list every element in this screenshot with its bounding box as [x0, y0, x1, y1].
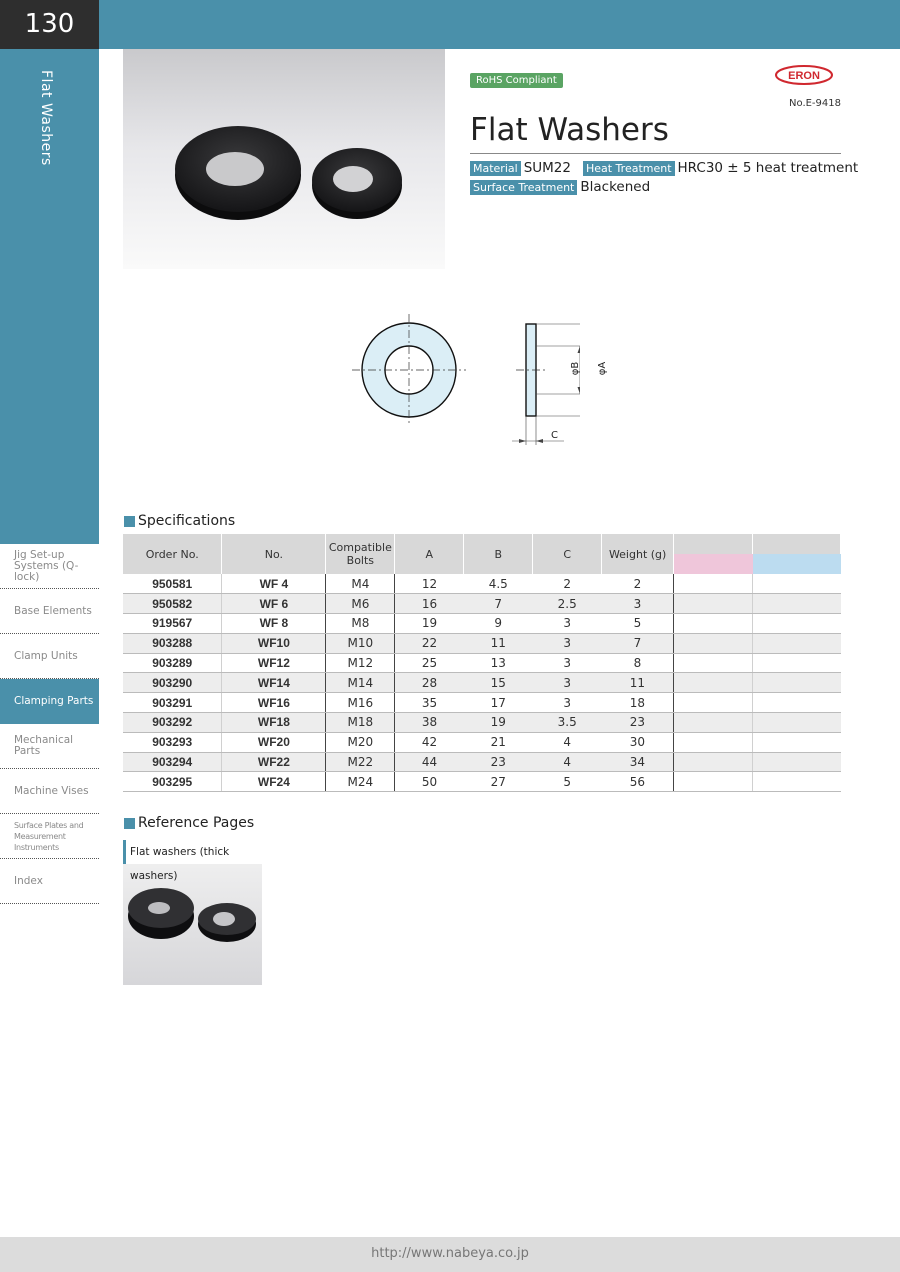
table-cell	[674, 772, 753, 792]
table-cell: 903289	[123, 653, 222, 673]
product-photo	[123, 49, 445, 269]
table-cell: 8	[602, 653, 674, 673]
table-cell: 27	[464, 772, 533, 792]
table-cell	[674, 732, 753, 752]
table-cell: 22	[395, 633, 464, 653]
table-cell: 4	[533, 732, 602, 752]
table-cell: M10	[326, 633, 395, 653]
table-cell: M18	[326, 713, 395, 733]
table-cell: 12	[395, 574, 464, 594]
table-cell: 903292	[123, 713, 222, 733]
table-row	[123, 673, 841, 693]
table-cell: WF14	[222, 673, 326, 693]
nav-item-machine-vises[interactable]: Machine Vises	[0, 769, 99, 814]
table-cell: 19	[395, 614, 464, 634]
table-cell: 903288	[123, 633, 222, 653]
product-title: Flat Washers	[470, 112, 669, 148]
table-cell: 903291	[123, 693, 222, 713]
section-marker	[124, 818, 135, 829]
table-cell: 25	[395, 653, 464, 673]
dim-label-b: φB	[570, 361, 582, 376]
table-cell: 30	[602, 732, 674, 752]
table-cell: 23	[602, 713, 674, 733]
col-header-a: A	[395, 534, 464, 574]
table-cell: WF22	[222, 752, 326, 772]
table-cell: 3	[602, 594, 674, 614]
table-cell	[674, 673, 753, 693]
table-cell: 38	[395, 713, 464, 733]
table-cell: WF 8	[222, 614, 326, 634]
specifications-title: Specifications	[138, 513, 236, 529]
col-header-b: B	[464, 534, 533, 574]
table-cell: WF 4	[222, 574, 326, 594]
table-cell: 2.5	[533, 594, 602, 614]
table-cell: 42	[395, 732, 464, 752]
sidebar-nav	[0, 544, 99, 904]
table-cell	[753, 673, 841, 693]
table-cell: 56	[602, 772, 674, 792]
table-cell: WF 6	[222, 594, 326, 614]
table-cell: 950582	[123, 594, 222, 614]
table-cell: M20	[326, 732, 395, 752]
reference-heading	[124, 815, 254, 831]
table-cell: M16	[326, 693, 395, 713]
table-cell	[753, 693, 841, 713]
specifications-heading	[124, 513, 235, 529]
rohs-badge: RoHS Compliant	[470, 73, 563, 88]
heat-treatment-tag: Heat Treatment	[583, 161, 675, 176]
table-cell	[674, 574, 753, 594]
table-cell: WF24	[222, 772, 326, 792]
table-cell: M6	[326, 594, 395, 614]
table-cell: 13	[464, 653, 533, 673]
table-cell: 3	[533, 614, 602, 634]
table-cell: 11	[464, 633, 533, 653]
table-cell: 44	[395, 752, 464, 772]
table-cell: WF20	[222, 732, 326, 752]
col-header-weight: Weight (g)	[602, 534, 674, 574]
header-bar	[0, 0, 900, 49]
table-cell	[674, 713, 753, 733]
table-cell: M8	[326, 614, 395, 634]
table-cell	[674, 633, 753, 653]
table-cell: M12	[326, 653, 395, 673]
table-cell: WF12	[222, 653, 326, 673]
table-cell: 4	[533, 752, 602, 772]
table-row	[123, 693, 841, 713]
table-cell: 3	[533, 673, 602, 693]
table-cell	[674, 614, 753, 634]
nav-item-surface-plates[interactable]: Surface Plates and Measurement Instruments	[0, 814, 99, 859]
dim-label-a: φA	[597, 361, 609, 376]
washer-technical-drawing	[340, 300, 580, 450]
table-cell	[753, 732, 841, 752]
table-cell: M24	[326, 772, 395, 792]
reference-card-label[interactable]: Flat washers (thick washers)	[123, 840, 262, 864]
table-cell: 950581	[123, 574, 222, 594]
table-cell: WF18	[222, 713, 326, 733]
table-cell: 7	[464, 594, 533, 614]
table-cell	[674, 693, 753, 713]
side-view	[512, 324, 580, 445]
table-row	[123, 772, 841, 792]
table-cell: 16	[395, 594, 464, 614]
reference-title: Reference Pages	[138, 815, 255, 831]
table-cell: M4	[326, 574, 395, 594]
table-cell: 2	[533, 574, 602, 594]
dim-label-c: C	[551, 430, 558, 441]
surface-treatment-tag: Surface Treatment	[470, 180, 577, 195]
surface-treatment-value: Blackened	[580, 179, 651, 195]
table-cell: 3	[533, 693, 602, 713]
col-header-order-no: Order No.	[123, 534, 222, 574]
table-cell: 903293	[123, 732, 222, 752]
table-cell: 23	[464, 752, 533, 772]
col-header-c: C	[533, 534, 602, 574]
table-row	[123, 614, 841, 634]
table-cell: M14	[326, 673, 395, 693]
table-cell	[753, 594, 841, 614]
table-cell: 3.5	[533, 713, 602, 733]
sidebar-section-title: Flat Washers	[38, 70, 54, 166]
eron-logo-text: ERON	[788, 70, 820, 82]
front-view	[352, 314, 466, 426]
nav-item-index[interactable]: Index	[0, 859, 99, 904]
table-cell	[753, 752, 841, 772]
table-cell	[674, 653, 753, 673]
nav-item-jig-setup[interactable]: Jig Set-up Systems (Q-lock)	[0, 544, 99, 589]
table-cell: 3	[533, 633, 602, 653]
table-cell: 5	[533, 772, 602, 792]
title-divider	[470, 153, 841, 154]
table-cell	[674, 594, 753, 614]
table-row	[123, 594, 841, 614]
surface-line	[470, 179, 650, 195]
table-row	[123, 653, 841, 673]
table-cell	[753, 614, 841, 634]
table-cell: 15	[464, 673, 533, 693]
specifications-body	[123, 574, 841, 792]
footer-url[interactable]: http://www.nabeya.co.jp	[0, 1237, 900, 1272]
material-line	[470, 160, 858, 176]
table-cell: 2	[602, 574, 674, 594]
table-cell: 34	[602, 752, 674, 772]
table-cell: WF10	[222, 633, 326, 653]
heat-treatment-value: HRC30 ± 5 heat treatment	[677, 160, 859, 176]
table-cell	[674, 752, 753, 772]
table-cell	[753, 574, 841, 594]
table-cell	[753, 713, 841, 733]
table-cell: 903294	[123, 752, 222, 772]
document-number: No.E-9418	[789, 98, 841, 109]
table-cell	[753, 772, 841, 792]
table-cell: 4.5	[464, 574, 533, 594]
col-header-no: No.	[222, 534, 326, 574]
table-cell: 17	[464, 693, 533, 713]
table-cell	[753, 633, 841, 653]
material-tag: Material	[470, 161, 521, 176]
table-cell	[753, 653, 841, 673]
header-pink-cell	[674, 554, 753, 574]
table-row	[123, 732, 841, 752]
table-row	[123, 752, 841, 772]
table-cell: 903290	[123, 673, 222, 693]
table-row	[123, 713, 841, 733]
table-cell: M22	[326, 752, 395, 772]
nav-item-clamping-parts[interactable]: Clamping Parts	[0, 679, 99, 724]
section-marker	[124, 516, 135, 527]
col-header-bolts: Compatible Bolts	[326, 534, 395, 574]
nav-item-clamp-units[interactable]: Clamp Units	[0, 634, 99, 679]
table-cell: 903295	[123, 772, 222, 792]
table-cell: 9	[464, 614, 533, 634]
table-cell: 919567	[123, 614, 222, 634]
table-cell: WF16	[222, 693, 326, 713]
table-cell: 35	[395, 693, 464, 713]
table-cell: 50	[395, 772, 464, 792]
table-cell: 19	[464, 713, 533, 733]
table-cell: 21	[464, 732, 533, 752]
nav-item-mechanical-parts[interactable]: Mechanical Parts	[0, 724, 99, 769]
material-value: SUM22	[523, 160, 571, 176]
table-cell: 7	[602, 633, 674, 653]
table-cell: 3	[533, 653, 602, 673]
table-cell: 28	[395, 673, 464, 693]
header-blue-cell	[753, 554, 841, 574]
table-cell: 18	[602, 693, 674, 713]
page-number: 130	[0, 0, 99, 49]
table-row	[123, 574, 841, 594]
table-cell: 11	[602, 673, 674, 693]
nav-item-base-elements[interactable]: Base Elements	[0, 589, 99, 634]
table-cell: 5	[602, 614, 674, 634]
table-row	[123, 633, 841, 653]
eron-logo	[775, 65, 835, 85]
